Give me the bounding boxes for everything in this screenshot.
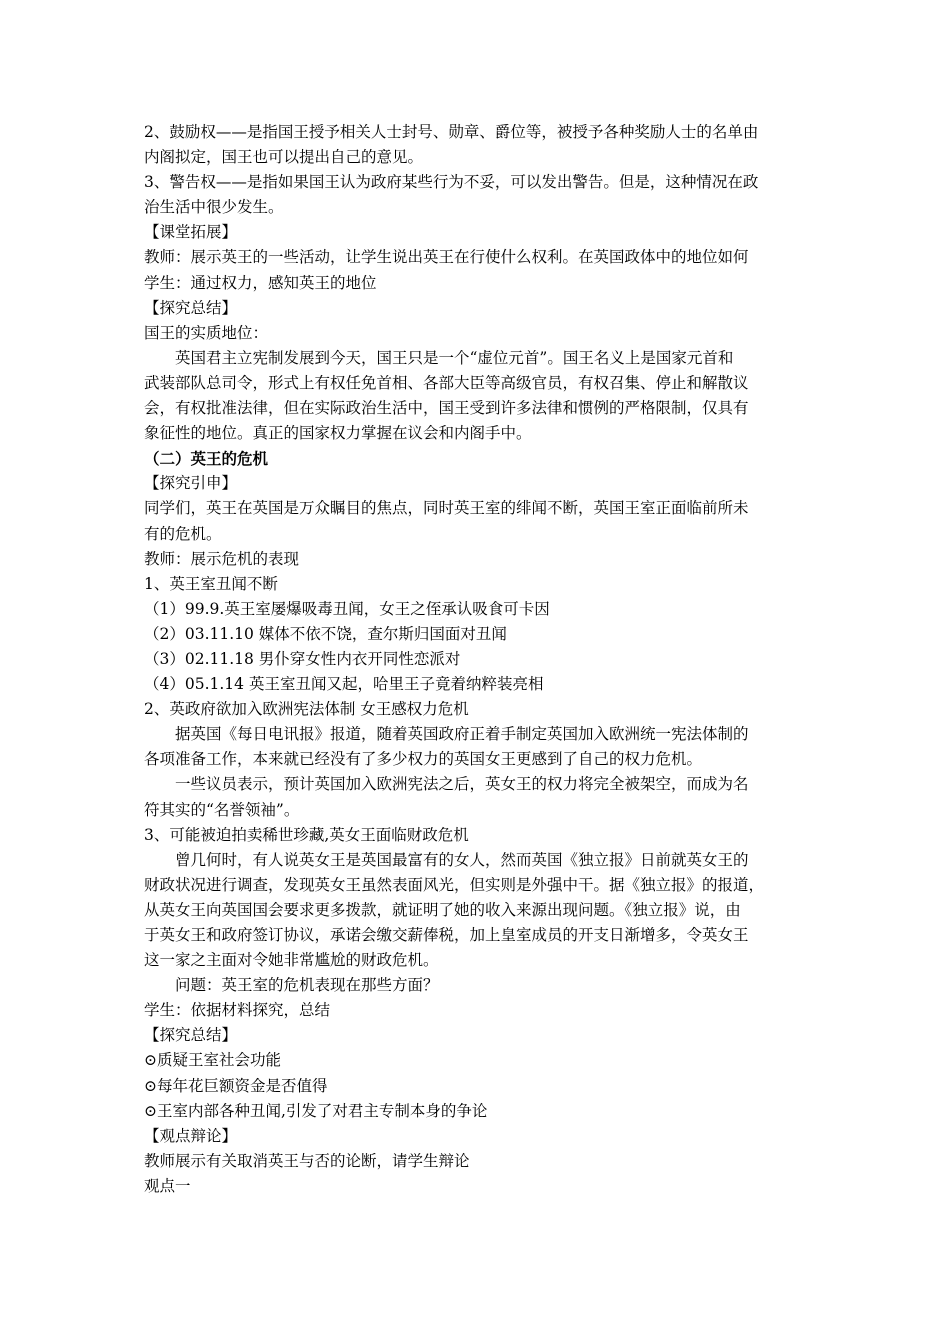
text-line: 1、英王室丑闻不断 <box>144 574 278 593</box>
subsection-title: （二）英王的危机 <box>144 449 269 469</box>
text-line: 象征性的地位。真正的国家权力掌握在议会和内阁手中。 <box>144 424 532 443</box>
text-line: 教师展示有关取消英王与否的论断，请学生辩论 <box>144 1151 470 1170</box>
section-heading: 【课堂拓展】 <box>144 223 238 242</box>
paragraph-line: 据英国《每日电讯报》报道，随着英国政府正着手制定英国加入欧洲统一宪法体制的 <box>175 725 749 744</box>
text-line: 国王的实质地位： <box>144 323 269 342</box>
paragraph-line: 问题：英王室的危机表现在那些方面？ <box>175 976 439 995</box>
text-line: 学生：依据材料探究，总结 <box>144 1001 331 1020</box>
section-heading: 【观点辩论】 <box>144 1126 238 1145</box>
text-line: 治生活中很少发生。 <box>144 198 284 217</box>
paragraph-line: 英国君主立宪制发展到今天，国王只是一个“虚位元首”。国王名义上是国家元首和 <box>175 348 734 367</box>
section-heading: 【探究总结】 <box>144 1026 238 1045</box>
text-line: 有的危机。 <box>144 524 222 543</box>
section-heading: 【探究总结】 <box>144 298 238 317</box>
text-line: 2、鼓励权——是指国王授予相关人士封号、勋章、爵位等，被授予各种奖励人士的名单由 <box>144 123 759 141</box>
text-line: （3）02.11.18 男仆穿女性内衣开同性恋派对 <box>144 649 461 668</box>
text-line: ⊙质疑王室社会功能 <box>144 1051 281 1070</box>
text-line: 财政状况进行调查，发现英女王虽然表面风光，但实则是外强中干。据《独立报》的报道， <box>144 875 765 894</box>
text-line: 3、警告权——是指如果国王认为政府某些行为不妥，可以发出警告。但是，这种情况在政 <box>144 173 759 192</box>
text-line: 同学们，英王在英国是万众瞩目的焦点，同时英王室的绯闻不断，英国王室正面临前所未 <box>144 499 749 518</box>
paragraph-line: 一些议员表示，预计英国加入欧洲宪法之后，英女王的权力将完全被架空，而成为名 <box>175 775 749 794</box>
text-line: 观点一 <box>144 1176 191 1195</box>
text-line: 于英女王和政府签订协议，承诺会缴交薪俸税，加上皇室成员的开支日渐增多，令英女王 <box>144 926 749 944</box>
text-line: 教师：展示危机的表现 <box>144 549 300 568</box>
text-line: 学生：通过权力，感知英王的地位 <box>144 273 377 292</box>
text-line: 3、可能被迫拍卖稀世珍藏,英女王面临财政危机 <box>144 825 469 844</box>
text-line: 武装部队总司令，形式上有权任免首相、各部大臣等高级官员，有权召集、停止和解散议 <box>144 373 749 392</box>
text-line: ⊙王室内部各种丑闻,引发了对君主专制本身的争论 <box>144 1101 488 1120</box>
text-line: （1）99.9.英王室屡爆吸毒丑闻，女王之侄承认吸食可卡因 <box>144 599 550 618</box>
paragraph-line: 曾几何时，有人说英女王是英国最富有的女人，然而英国《独立报》日前就英女王的 <box>175 850 749 869</box>
section-heading: 【探究引申】 <box>144 474 238 493</box>
text-line: 各项准备工作，本来就已经没有了多少权力的英国女王更感到了自己的权力危机。 <box>144 750 703 769</box>
text-line: 从英女王向英国国会要求更多拨款，就证明了她的收入来源出现问题。《独立报》说，由 <box>144 900 741 919</box>
text-line: （2）03.11.10 媒体不依不饶，查尔斯归国面对丑闻 <box>144 624 507 643</box>
text-line: ⊙每年花巨额资金是否值得 <box>144 1076 328 1095</box>
text-line: （4）05.1.14 英王室丑闻又起，哈里王子竟着纳粹装亮相 <box>144 675 544 694</box>
document-body <box>144 120 812 1199</box>
text-line: 符其实的“名誉领袖”。 <box>144 800 300 819</box>
text-line: 教师：展示英王的一些活动，让学生说出英王在行使什么权利。在英国政体中的地位如何 <box>144 248 749 267</box>
text-line: 这一家之主面对令她非常尴尬的财政危机。 <box>144 951 439 970</box>
text-line: 内阁拟定，国王也可以提出自己的意见。 <box>144 148 424 167</box>
text-line: 2、英政府欲加入欧洲宪法体制 女王感权力危机 <box>144 700 469 719</box>
text-line: 会，有权批准法律，但在实际政治生活中，国王受到许多法律和惯例的严格限制，仅具有 <box>144 399 749 418</box>
